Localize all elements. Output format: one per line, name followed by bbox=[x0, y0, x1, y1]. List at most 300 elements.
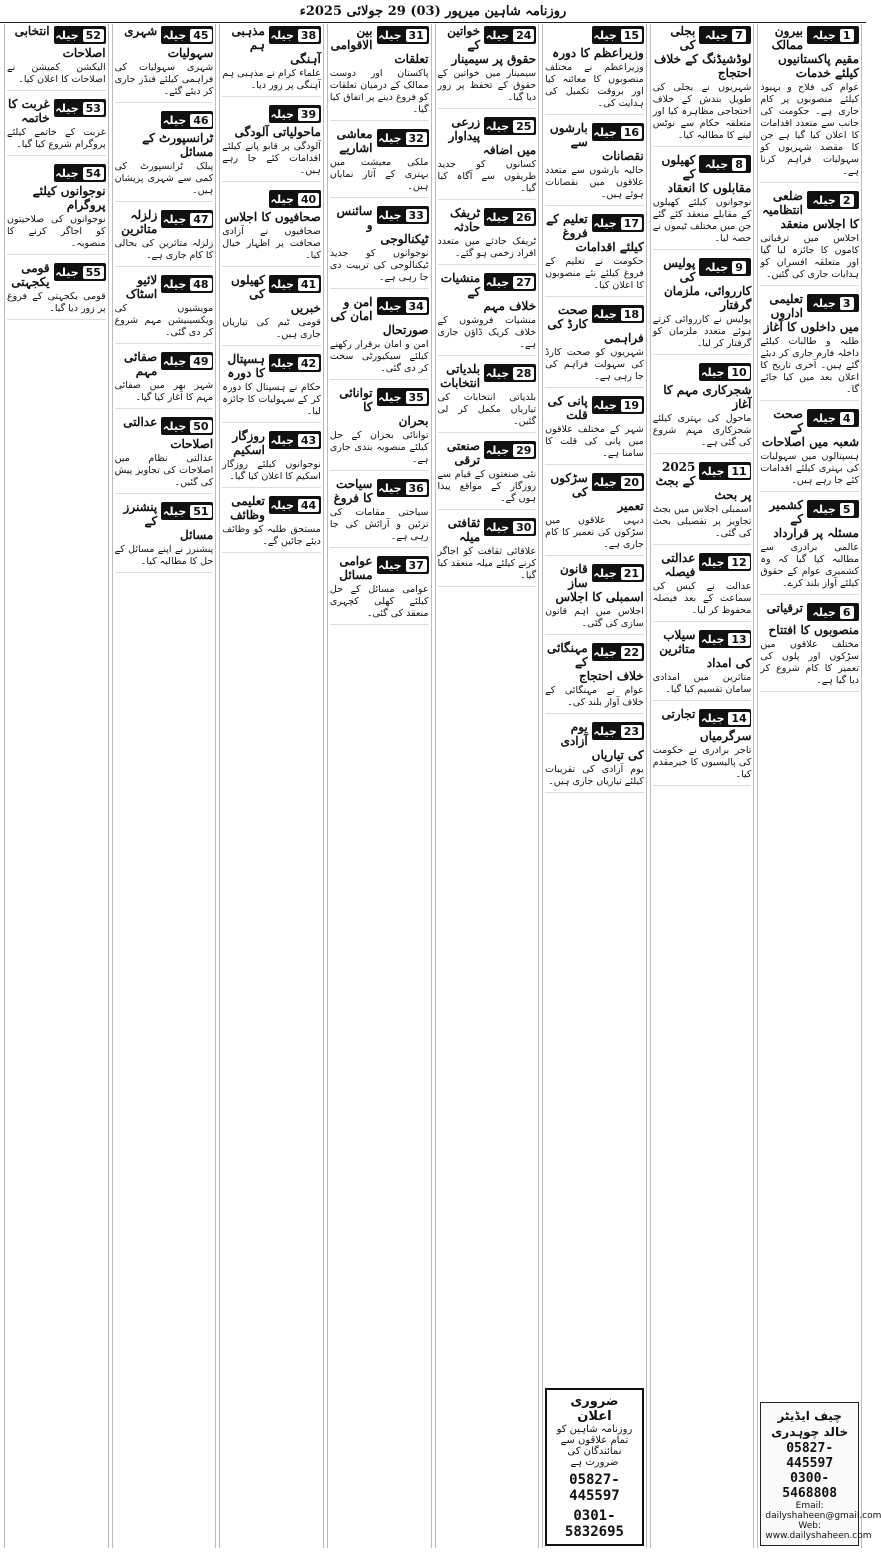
announcement-phone: 05827-445597 bbox=[569, 1472, 620, 1504]
news-badge bbox=[54, 99, 106, 117]
news-body: علاقائی ثقافت کو اجاگر کرنے کیلئے میلہ منعقد کیا گیا۔ bbox=[437, 546, 537, 581]
news-number: 46 bbox=[190, 114, 211, 127]
news-headline: ٹرانسپورٹ کے مسائل bbox=[142, 131, 214, 159]
news-badge bbox=[269, 354, 321, 372]
news-body: پولیس نے کارروائی کرتے ہوئے متعدد ملزمان کو گرفتار کر لیا۔ bbox=[652, 314, 752, 349]
news-badge-label: جیلہ bbox=[593, 566, 617, 580]
news-headline: بلدیاتی انتخابات bbox=[440, 362, 481, 390]
news-number: 5 bbox=[840, 503, 854, 516]
news-body: متاثرین میں امدادی سامان تقسیم کیا گیا۔ bbox=[652, 672, 752, 695]
divider bbox=[545, 296, 644, 297]
news-item bbox=[222, 24, 321, 97]
news-badge bbox=[377, 206, 429, 224]
divider bbox=[330, 624, 429, 625]
news-badge bbox=[699, 363, 751, 381]
news-badge bbox=[699, 155, 751, 173]
divider bbox=[330, 288, 429, 289]
news-badge-label: جیلہ bbox=[162, 113, 187, 127]
news-body: علماء کرام نے مذہبی ہم آہنگی پر زور دیا۔ bbox=[222, 68, 321, 91]
news-column bbox=[435, 24, 540, 1548]
news-badge-label: جیلہ bbox=[593, 398, 617, 412]
divider bbox=[545, 634, 644, 635]
news-column bbox=[4, 24, 109, 1548]
news-headline: ہسپتال کا دورہ bbox=[227, 352, 265, 380]
news-badge-label: جیلہ bbox=[162, 504, 187, 518]
news-headline: عدالتی اصلاحات bbox=[123, 415, 214, 451]
news-headline: تعلیمی وظائف bbox=[230, 494, 265, 522]
news-badge bbox=[699, 258, 751, 276]
news-badge-label: جیلہ bbox=[593, 28, 617, 42]
news-item bbox=[438, 516, 537, 587]
news-badge-label: جیلہ bbox=[812, 28, 836, 42]
news-headline: ضلعی انتظامیہ کا اجلاس منعقد bbox=[762, 189, 859, 231]
news-body: عدالتی نظام میں اصلاحات کی تجاویز پیش کی گئیں۔ bbox=[114, 453, 214, 488]
news-badge-label: جیلہ bbox=[812, 193, 836, 207]
news-badge bbox=[161, 111, 213, 129]
news-number: 2 bbox=[840, 194, 854, 207]
news-body: شہریوں نے بجلی کی طویل بندش کے خلاف احتجاجی مظاہرہ کیا اور متعلقہ حکام سے نوٹس لینے کا مطالبہ کیا۔ bbox=[652, 82, 752, 141]
news-badge bbox=[377, 388, 429, 406]
divider bbox=[222, 266, 321, 267]
divider bbox=[653, 354, 752, 355]
news-item bbox=[330, 127, 429, 198]
news-badge bbox=[161, 502, 213, 520]
news-item bbox=[438, 439, 537, 510]
news-headline: تعلیمی اداروں میں داخلوں کا آغاز bbox=[763, 292, 859, 334]
news-badge-label: جیلہ bbox=[704, 157, 729, 171]
divider bbox=[653, 146, 752, 147]
news-number: 27 bbox=[513, 276, 534, 289]
news-badge-label: جیلہ bbox=[162, 212, 187, 226]
news-headline: تجارتی سرگرمیاں bbox=[661, 707, 752, 743]
news-item bbox=[115, 415, 214, 494]
news-badge bbox=[699, 630, 751, 648]
news-column bbox=[219, 24, 324, 1548]
divider bbox=[330, 547, 429, 548]
news-body: طلبہ و طالبات کیلئے داخلہ فارم جاری کر دیئے گئے ہیں۔ آخری تاریخ کا اعلان بعد میں کیا جائے گا۔ bbox=[760, 336, 859, 395]
divider bbox=[330, 197, 429, 198]
news-item bbox=[7, 162, 106, 255]
news-body: عوامی مسائل کے حل کیلئے کھلی کچہری منعقد کی گئی۔ bbox=[329, 584, 429, 619]
news-body: نئی صنعتوں کے قیام سے روزگار کے مواقع پیدا ہوں گے۔ bbox=[437, 469, 537, 504]
news-item bbox=[545, 394, 644, 465]
news-headline: کھیلوں کی خبریں bbox=[231, 273, 321, 315]
news-column bbox=[112, 24, 217, 1548]
news-headline: 2025 کے بجٹ پر بحث bbox=[655, 460, 752, 502]
news-number: 38 bbox=[298, 29, 319, 42]
news-badge-label: جیلہ bbox=[55, 28, 79, 42]
news-badge bbox=[377, 129, 429, 147]
news-column bbox=[327, 24, 432, 1548]
news-item bbox=[330, 477, 429, 548]
news-badge bbox=[592, 564, 644, 582]
news-item bbox=[545, 121, 644, 206]
news-badge bbox=[592, 722, 644, 740]
news-badge bbox=[807, 26, 859, 44]
divider bbox=[545, 387, 644, 388]
news-badge bbox=[699, 462, 751, 480]
news-item bbox=[222, 352, 321, 423]
news-body: پاکستان اور دوست ممالک کے درمیان تعلقات کو فروغ دینے پر اتفاق کیا گیا۔ bbox=[329, 68, 429, 115]
news-headline: ٹریفک حادثہ bbox=[450, 206, 481, 234]
news-columns bbox=[4, 24, 881, 1548]
news-column bbox=[757, 24, 881, 1548]
news-body: کسانوں کو جدید طریقوں سے آگاہ کیا گیا۔ bbox=[437, 159, 537, 194]
news-badge bbox=[269, 190, 321, 208]
news-number: 24 bbox=[513, 29, 534, 42]
editor-info-box bbox=[760, 1402, 881, 1546]
news-badge-label: جیلہ bbox=[485, 28, 510, 42]
news-item bbox=[115, 24, 214, 103]
news-badge bbox=[161, 275, 213, 293]
announcement-box bbox=[545, 1388, 644, 1546]
news-number: 53 bbox=[83, 102, 104, 115]
news-item bbox=[438, 271, 537, 356]
news-item bbox=[438, 115, 537, 200]
news-headline: صحت کارڈ کی فراہمی bbox=[547, 303, 644, 345]
divider bbox=[545, 713, 644, 714]
news-number: 20 bbox=[621, 476, 642, 489]
news-badge bbox=[592, 473, 644, 491]
news-number: 41 bbox=[298, 278, 319, 291]
news-number: 34 bbox=[406, 300, 427, 313]
news-item bbox=[653, 256, 752, 355]
divider bbox=[760, 400, 859, 401]
news-item bbox=[545, 641, 644, 714]
news-badge bbox=[484, 117, 536, 135]
news-badge bbox=[699, 553, 751, 571]
news-badge-label: جیلہ bbox=[378, 481, 402, 495]
news-badge-label: جیلہ bbox=[593, 216, 617, 230]
news-number: 43 bbox=[298, 434, 319, 447]
news-body: اجلاس میں اہم قانون سازی کی گئی۔ bbox=[545, 606, 644, 629]
news-number: 32 bbox=[406, 132, 427, 145]
news-badge bbox=[269, 496, 321, 514]
news-item bbox=[330, 386, 429, 471]
news-headline: بارشوں سے نقصانات bbox=[549, 121, 644, 163]
news-number: 30 bbox=[513, 521, 534, 534]
news-number: 13 bbox=[728, 633, 749, 646]
news-number: 49 bbox=[190, 355, 211, 368]
news-badge bbox=[807, 409, 859, 427]
news-badge-label: جیلہ bbox=[270, 192, 294, 206]
news-item bbox=[330, 24, 429, 121]
news-headline: پنشنرز کے مسائل bbox=[123, 500, 214, 542]
news-headline: لائیو اسٹاک bbox=[125, 273, 158, 301]
divider bbox=[760, 491, 859, 492]
news-number: 47 bbox=[190, 213, 211, 226]
news-headline: معاشی اشاریے bbox=[336, 127, 373, 155]
news-badge bbox=[54, 263, 106, 281]
news-badge bbox=[269, 26, 321, 44]
news-headline: تعلیم کے فروغ کیلئے اقدامات bbox=[546, 212, 644, 254]
news-body: عدالت نے کیس کی سماعت کے بعد فیصلہ محفوظ کر لیا۔ bbox=[652, 581, 752, 616]
news-body: دیہی علاقوں میں سڑکوں کی تعمیر کا کام جاری ہے۔ bbox=[545, 515, 644, 550]
divider bbox=[545, 555, 644, 556]
news-badge bbox=[484, 364, 536, 382]
news-number: 45 bbox=[190, 29, 211, 42]
news-headline: قانون ساز اسمبلی کا اجلاس bbox=[555, 562, 644, 604]
divider bbox=[7, 155, 106, 156]
news-number: 39 bbox=[298, 108, 319, 121]
news-headline: صحافیوں کا اجلاس bbox=[224, 210, 321, 224]
news-headline: بیرون ممالک مقیم پاکستانیوں کیلئے خدمات bbox=[771, 24, 859, 80]
news-badge bbox=[377, 297, 429, 315]
news-badge-label: جیلہ bbox=[55, 101, 79, 115]
divider bbox=[115, 493, 214, 494]
news-headline: منشیات کے خلاف مہم bbox=[440, 271, 537, 313]
news-body: توانائی بحران کے حل کیلئے منصوبہ بندی جاری ہے۔ bbox=[329, 430, 429, 465]
news-body: تاجر برادری نے حکومت کی پالیسیوں کا خیرمقدم کیا۔ bbox=[652, 745, 752, 780]
news-badge bbox=[592, 123, 644, 141]
news-item bbox=[760, 189, 859, 286]
news-badge-label: جیلہ bbox=[593, 307, 617, 321]
news-badge-label: جیلہ bbox=[378, 299, 402, 313]
news-badge-label: جیلہ bbox=[378, 208, 402, 222]
news-headline: قومی یکجہتی bbox=[11, 261, 50, 289]
news-body: حکومت نے تعلیم کے فروغ کیلئے نئے منصوبوں کا اعلان کیا۔ bbox=[545, 256, 644, 291]
news-headline: صنعتی ترقی bbox=[446, 439, 481, 467]
news-number: 10 bbox=[728, 366, 749, 379]
news-headline: شہری سہولیات bbox=[124, 24, 214, 60]
news-badge bbox=[269, 431, 321, 449]
divider bbox=[222, 181, 321, 182]
news-badge bbox=[484, 518, 536, 536]
news-number: 36 bbox=[406, 482, 427, 495]
news-item bbox=[653, 551, 752, 622]
editor-name: خالد چوہدری bbox=[771, 1425, 849, 1439]
news-badge bbox=[807, 191, 859, 209]
news-headline: توانائی کا بحران bbox=[339, 386, 429, 428]
news-body: سیاحتی مقامات کی تزئین و آرائش کی جا رہی ہے۔ bbox=[329, 507, 429, 542]
news-body: ملکی معیشت میں بہتری کے آثار نمایاں ہیں۔ bbox=[329, 157, 429, 192]
news-item bbox=[545, 303, 644, 388]
news-body: قومی ٹیم کی تیاریاں جاری ہیں۔ bbox=[222, 317, 321, 340]
news-item bbox=[545, 562, 644, 635]
news-badge-label: جیلہ bbox=[485, 520, 510, 534]
news-number: 14 bbox=[728, 712, 749, 725]
news-headline: ترقیاتی منصوبوں کا افتتاح bbox=[766, 601, 859, 637]
news-body: قومی یکجہتی کے فروغ پر زور دیا گیا۔ bbox=[7, 291, 106, 314]
news-badge-label: جیلہ bbox=[485, 366, 510, 380]
divider bbox=[653, 249, 752, 250]
news-number: 1 bbox=[840, 29, 854, 42]
news-headline: عدالتی فیصلہ bbox=[661, 551, 696, 579]
news-number: 51 bbox=[190, 505, 211, 518]
news-item bbox=[115, 350, 214, 409]
news-body: امن و امان برقرار رکھنے کیلئے سیکیورٹی سخت کر دی گئی۔ bbox=[329, 339, 429, 374]
news-badge bbox=[484, 26, 536, 44]
news-badge-label: جیلہ bbox=[270, 107, 294, 121]
news-item bbox=[545, 24, 644, 115]
news-item bbox=[222, 103, 321, 182]
divider bbox=[115, 408, 214, 409]
divider bbox=[653, 453, 752, 454]
news-badge bbox=[377, 479, 429, 497]
divider bbox=[760, 182, 859, 183]
announcement-phone: 0301-5832695 bbox=[564, 1508, 624, 1540]
divider bbox=[653, 621, 752, 622]
news-number: 21 bbox=[621, 567, 642, 580]
news-item bbox=[115, 109, 214, 202]
news-number: 28 bbox=[513, 367, 534, 380]
news-number: 19 bbox=[621, 399, 642, 412]
news-headline: کشمیر کے مسئلہ پر قرارداد bbox=[769, 498, 859, 540]
masthead bbox=[0, 0, 866, 23]
news-badge bbox=[269, 275, 321, 293]
news-body: غربت کے خاتمے کیلئے پروگرام شروع کیا گیا۔ bbox=[7, 127, 106, 150]
news-badge-label: جیلہ bbox=[593, 645, 617, 659]
news-headline: غربت کا خاتمہ bbox=[8, 97, 50, 125]
announcement-text: روزنامہ شاہین کو تمام علاقوں سے نمائندگان کی ضرورت ہے bbox=[556, 1424, 633, 1468]
news-headline: زرعی پیداوار میں اضافہ bbox=[448, 115, 537, 157]
news-body: مستحق طلبہ کو وظائف دیئے جائیں گے۔ bbox=[222, 524, 321, 547]
divider bbox=[438, 586, 537, 587]
editor-web: Web: www.dailyshaheen.com bbox=[765, 1521, 872, 1541]
news-headline: پولیس کی کارروائی، ملزمان گرفتار bbox=[663, 256, 752, 312]
news-badge-label: جیلہ bbox=[812, 605, 836, 619]
news-item bbox=[760, 24, 859, 183]
divider bbox=[653, 700, 752, 701]
news-number: 23 bbox=[621, 725, 642, 738]
news-number: 48 bbox=[190, 278, 211, 291]
divider bbox=[438, 355, 537, 356]
news-body: وزیراعظم نے مختلف منصوبوں کا معائنہ کیا اور بروقت تکمیل کی ہدایت کی۔ bbox=[545, 62, 644, 109]
news-body: ٹریفک حادثے میں متعدد افراد زخمی ہو گئے۔ bbox=[437, 236, 537, 259]
editor-email: Email: dailyshaheen@gmail.com bbox=[765, 1501, 881, 1521]
divider bbox=[115, 266, 214, 267]
news-body: شہر کے مختلف علاقوں میں پانی کی قلت کا سامنا ہے۔ bbox=[545, 424, 644, 459]
divider bbox=[438, 108, 537, 109]
news-body: الیکشن کمیشن نے اصلاحات کا اعلان کیا۔ bbox=[7, 62, 106, 85]
news-headline: مذہبی ہم آہنگی bbox=[231, 24, 321, 66]
divider bbox=[330, 379, 429, 380]
news-badge-label: جیلہ bbox=[55, 166, 79, 180]
news-item bbox=[330, 204, 429, 289]
news-item bbox=[222, 188, 321, 267]
news-item bbox=[653, 628, 752, 701]
divider bbox=[115, 201, 214, 202]
news-badge bbox=[592, 396, 644, 414]
editor-phone: 05827-445597 bbox=[786, 1441, 834, 1471]
divider bbox=[222, 96, 321, 97]
news-badge bbox=[377, 556, 429, 574]
news-headline: عوامی مسائل bbox=[339, 554, 373, 582]
news-badge bbox=[54, 164, 106, 182]
news-badge bbox=[377, 26, 429, 44]
news-badge-label: جیلہ bbox=[378, 131, 402, 145]
news-number: 55 bbox=[83, 266, 104, 279]
news-badge bbox=[592, 305, 644, 323]
news-badge-label: جیلہ bbox=[701, 555, 725, 569]
news-item bbox=[330, 554, 429, 625]
news-headline: امن و امان کی صورتحال bbox=[330, 295, 429, 337]
news-headline: صحت کے شعبہ میں اصلاحات bbox=[761, 407, 859, 449]
divider bbox=[7, 319, 106, 320]
news-badge bbox=[54, 26, 106, 44]
news-badge-label: جیلہ bbox=[270, 356, 294, 370]
news-number: 4 bbox=[840, 412, 854, 425]
news-item bbox=[222, 494, 321, 553]
news-item bbox=[7, 261, 106, 320]
news-badge-label: جیلہ bbox=[812, 502, 836, 516]
news-badge-label: جیلہ bbox=[704, 260, 729, 274]
news-body: منشیات فروشوں کے خلاف کریک ڈاؤن جاری ہے۔ bbox=[437, 315, 537, 350]
news-badge bbox=[807, 603, 859, 621]
news-number: 54 bbox=[83, 167, 104, 180]
news-headline: سیلاب متاثرین کی امداد bbox=[659, 628, 752, 670]
divider bbox=[115, 102, 214, 103]
news-body: بلدیاتی انتخابات کی تیاریاں مکمل کر لی گئیں۔ bbox=[437, 392, 537, 427]
editor-phone: 0300-5468808 bbox=[782, 1471, 838, 1501]
divider bbox=[760, 691, 859, 692]
news-badge-label: جیلہ bbox=[485, 443, 510, 457]
news-badge bbox=[161, 417, 213, 435]
news-body: صحافیوں نے آزادی صحافت پر اظہار خیال کیا۔ bbox=[222, 226, 321, 261]
news-body: اسمبلی اجلاس میں بجٹ تجاویز پر تفصیلی بحث کی گئی۔ bbox=[652, 504, 752, 539]
news-item bbox=[653, 24, 752, 147]
divider bbox=[760, 285, 859, 286]
news-body: ہسپتالوں میں سہولیات کی بہتری کیلئے اقدامات کئے جا رہے ہیں۔ bbox=[760, 451, 859, 486]
news-headline: سڑکوں کی تعمیر bbox=[550, 471, 644, 513]
divider bbox=[653, 544, 752, 545]
news-headline: سیاحت کا فروغ bbox=[333, 477, 373, 505]
news-headline: ثقافتی میلہ bbox=[447, 516, 481, 544]
news-badge-label: جیلہ bbox=[270, 433, 294, 447]
news-body: پنشنرز نے اپنے مسائل کے حل کا مطالبہ کیا۔ bbox=[114, 544, 214, 567]
news-body: اجلاس میں ترقیاتی کاموں کا جائزہ لیا گیا اور متعلقہ افسران کو ہدایات جاری کی گئیں۔ bbox=[760, 233, 859, 280]
news-badge-label: جیلہ bbox=[812, 296, 836, 310]
divider bbox=[115, 343, 214, 344]
news-headline: زلزلہ متاثرین bbox=[121, 208, 158, 236]
news-badge-label: جیلہ bbox=[378, 558, 402, 572]
news-headline: بین الاقوامی تعلقات bbox=[330, 24, 429, 66]
divider bbox=[330, 120, 429, 121]
divider bbox=[438, 199, 537, 200]
news-badge bbox=[484, 441, 536, 459]
news-headline: خواتین کے حقوق پر سیمینار bbox=[447, 24, 537, 66]
news-number: 12 bbox=[728, 556, 749, 569]
news-badge bbox=[699, 26, 751, 44]
news-item bbox=[653, 361, 752, 454]
news-badge-label: جیلہ bbox=[55, 265, 79, 279]
news-badge bbox=[592, 643, 644, 661]
news-body: نوجوانوں کو جدید ٹیکنالوجی کی تربیت دی جا رہی ہے۔ bbox=[329, 248, 429, 283]
news-number: 22 bbox=[621, 646, 642, 659]
news-item bbox=[115, 500, 214, 573]
news-number: 7 bbox=[732, 29, 746, 42]
news-badge-label: جیلہ bbox=[378, 28, 402, 42]
news-item bbox=[760, 601, 859, 692]
news-headline: سائنس و ٹیکنالوجی bbox=[336, 204, 429, 246]
divider bbox=[653, 785, 752, 786]
news-badge-label: جیلہ bbox=[162, 419, 187, 433]
news-number: 52 bbox=[83, 29, 104, 42]
news-number: 33 bbox=[406, 209, 427, 222]
news-badge-label: جیلہ bbox=[485, 119, 510, 133]
news-badge-label: جیلہ bbox=[704, 28, 729, 42]
news-headline: انتخابی اصلاحات bbox=[14, 24, 106, 60]
news-number: 42 bbox=[298, 357, 319, 370]
news-badge bbox=[161, 210, 213, 228]
divider bbox=[545, 464, 644, 465]
news-item bbox=[545, 471, 644, 556]
divider bbox=[760, 594, 859, 595]
news-headline: صفائی مہم bbox=[123, 350, 158, 378]
divider bbox=[222, 422, 321, 423]
news-body: مختلف علاقوں میں سڑکوں اور پلوں کی تعمیر کا کام شروع کر دیا گیا ہے۔ bbox=[760, 639, 859, 686]
news-body: پبلک ٹرانسپورٹ کی کمی سے شہری پریشان ہیں۔ bbox=[114, 161, 214, 196]
